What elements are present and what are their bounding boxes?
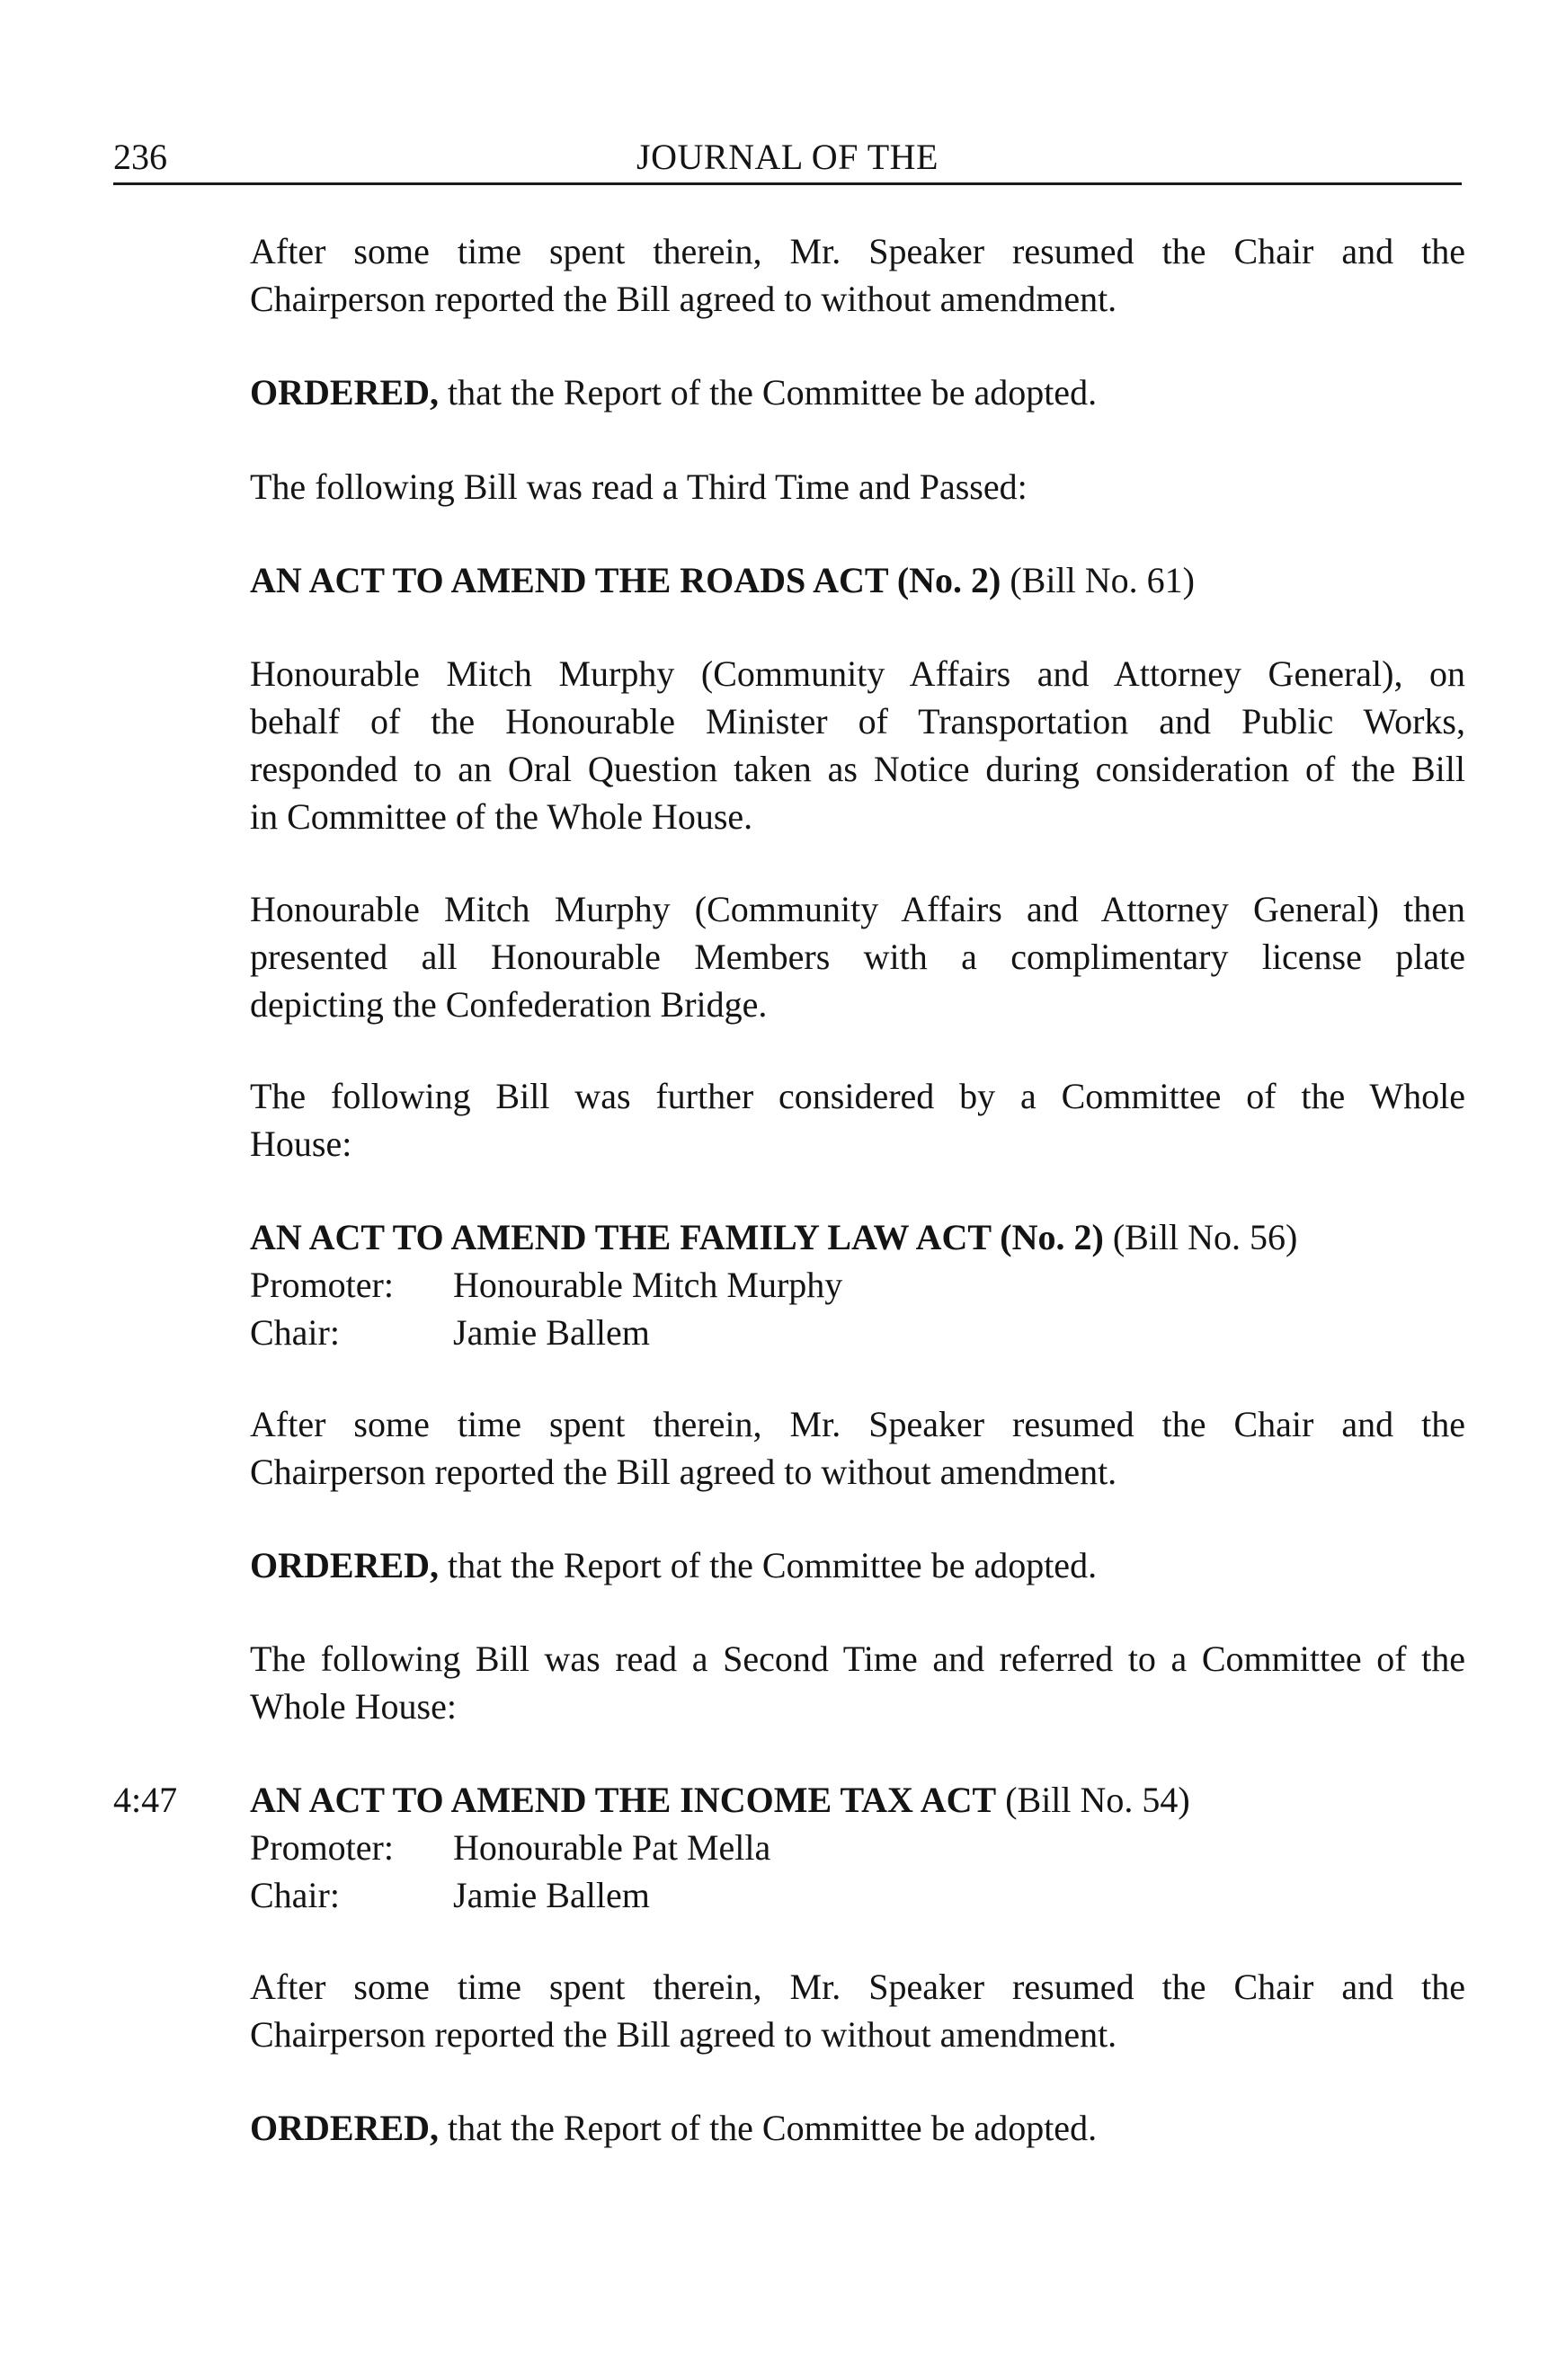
chair-row [250,1871,1465,1919]
text-line: The following Bill was read a Second Time and referred to a Committee of the [250,1638,1465,1679]
paragraph-second-reading [250,1635,1465,1730]
ordered-text: that the Report of the Committee be adopted. [439,1545,1098,1585]
text-line: Honourable Mitch Murphy (Community Affairs and Attorney General), on [250,653,1465,694]
page-header [113,135,1462,189]
chair-label: Chair: [250,1875,340,1915]
chair-label: Chair: [250,1312,340,1353]
ordered-text: that the Report of the Committee be adopted. [439,2108,1098,2148]
time-marker: 4:47 [113,1780,178,1820]
bill-61-heading [250,556,1465,604]
text-line: presented all Honourable Members with a complimentary license plate [250,937,1465,977]
text-line: Honourable Mitch Murphy (Community Affairs and Attorney General) then [250,889,1465,929]
ordered-label: ORDERED, [250,372,440,413]
paragraph-speaker-resumed-1 [250,227,1465,323]
paragraph-ordered-2 [250,1541,1465,1589]
paragraph-ordered-3 [250,2104,1465,2152]
bill-number: (Bill No. 61) [1001,560,1195,600]
chair-row [250,1309,1465,1356]
promoter-row [250,1261,1465,1309]
text-line: House: [250,1123,352,1164]
bill-title: AN ACT TO AMEND THE ROADS ACT (No. 2) [250,560,1001,600]
text-line: in Committee of the Whole House. [250,796,753,837]
text-line: Chairperson reported the Bill agreed to without amendment. [250,1452,1117,1492]
text-line: After some time spent therein, Mr. Speaker resumed the Chair and the [250,1404,1465,1444]
bill-number: (Bill No. 56) [1103,1217,1298,1257]
text-line: depicting the Confederation Bridge. [250,984,768,1025]
paragraph-license-plate [250,885,1465,1028]
paragraph-third-reading [250,463,1465,511]
bill-56-block [250,1213,1465,1356]
ordered-label: ORDERED, [250,1545,440,1585]
promoter-name: Honourable Pat Mella [453,1827,771,1868]
paragraph-speaker-resumed-3 [250,1963,1465,2058]
page-number: 236 [113,137,167,177]
promoter-row [250,1824,1465,1871]
bill-title: AN ACT TO AMEND THE FAMILY LAW ACT (No. 2) [250,1217,1104,1257]
text-line: After some time spent therein, Mr. Speaker resumed the Chair and the [250,231,1465,271]
text-line: After some time spent therein, Mr. Speaker resumed the Chair and the [250,1967,1465,2007]
paragraph-further-considered [250,1072,1465,1168]
bill-title: AN ACT TO AMEND THE INCOME TAX ACT [250,1780,997,1820]
text-line: The following Bill was further considered by a Committee of the Whole [250,1076,1465,1116]
promoter-label: Promoter: [250,1827,394,1868]
text-line: behalf of the Honourable Minister of Transportation and Public Works, [250,701,1465,742]
ordered-text: that the Report of the Committee be adopted. [439,372,1098,413]
promoter-label: Promoter: [250,1265,394,1305]
promoter-name: Honourable Mitch Murphy [453,1265,843,1305]
paragraph-oral-question [250,650,1465,840]
header-rule [113,182,1462,185]
text-line: The following Bill was read a Third Time and Passed: [250,466,1028,507]
text-line: Chairperson reported the Bill agreed to without amendment. [250,2014,1117,2055]
bill-56-heading [250,1213,1465,1261]
chair-name: Jamie Ballem [453,1875,650,1915]
ordered-label: ORDERED, [250,2108,440,2148]
text-line: Chairperson reported the Bill agreed to without amendment. [250,279,1117,319]
text-line: responded to an Oral Question taken as Notice during consideration of the Bill [250,749,1465,789]
text-line: Whole House: [250,1686,457,1727]
paragraph-ordered-1 [250,369,1465,416]
bill-54-heading [250,1776,1465,1824]
bill-number: (Bill No. 54) [996,1780,1190,1820]
paragraph-speaker-resumed-2 [250,1400,1465,1496]
chair-name: Jamie Ballem [453,1312,650,1353]
running-head: JOURNAL OF THE [636,137,939,177]
bill-54-block [250,1776,1465,1919]
